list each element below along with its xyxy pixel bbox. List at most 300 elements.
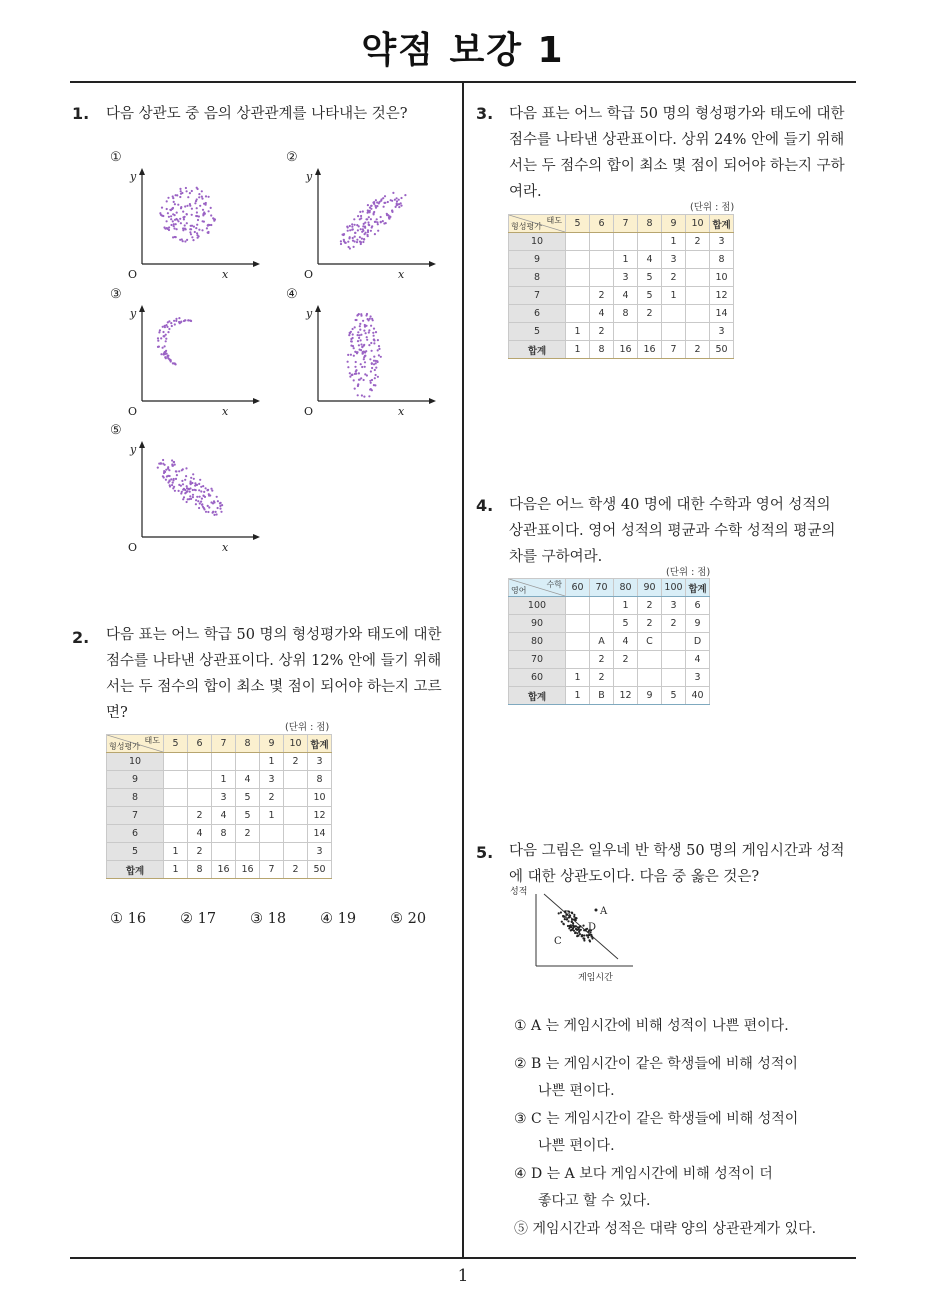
- scatter-point: [196, 232, 198, 234]
- table-cell: 2: [260, 789, 284, 807]
- table-cell: [566, 633, 590, 651]
- scatter-point: [205, 202, 207, 204]
- table-cell: [566, 615, 590, 633]
- x-axis-label: x: [398, 268, 405, 279]
- scatter-point: [170, 360, 172, 362]
- total-cell: 2: [284, 861, 308, 879]
- choice-line: 나쁜 편이다.: [538, 1138, 615, 1154]
- scatter-point: [176, 194, 178, 196]
- scatter-point: [359, 218, 361, 220]
- scatter-point: [361, 394, 363, 396]
- table-cell: [590, 251, 614, 269]
- option-3[interactable]: ③ 18: [250, 911, 287, 927]
- table-cell: [566, 251, 590, 269]
- table-cell: 4: [614, 287, 638, 305]
- scatter-point: [371, 225, 373, 227]
- scatter-point: [201, 503, 203, 505]
- scatter-point: [187, 498, 189, 500]
- total-cell: 7: [662, 341, 686, 359]
- scatter-point: [173, 461, 175, 463]
- table-cell: [590, 615, 614, 633]
- scatter-point: [168, 216, 170, 218]
- scatter-point: [192, 239, 194, 241]
- scatter-point: [363, 238, 365, 240]
- scatter-point: [359, 349, 361, 351]
- scatter-point: [357, 229, 359, 231]
- column-header: 6: [590, 215, 614, 233]
- plot-label: ②: [286, 150, 298, 165]
- option-4[interactable]: ④ 19: [320, 911, 357, 927]
- q2-line: 점수를 나타낸 상관표이다. 상위 12% 안에 들기 위해: [106, 653, 442, 669]
- scatter-point: [184, 205, 186, 207]
- q4-table-wrap: [508, 578, 710, 705]
- scatter-point: [182, 483, 184, 485]
- scatter-point: [201, 190, 203, 192]
- q2-line: 다음 표는 어느 학급 50 명의 형성평가와 태도에 대한: [106, 627, 442, 643]
- scatter-point: [576, 932, 578, 934]
- choice-1[interactable]: [514, 1015, 789, 1037]
- table-row: [509, 251, 734, 269]
- scatter-point: [359, 211, 361, 213]
- scatter-point: [395, 206, 397, 208]
- scatter-point: [182, 240, 184, 242]
- table-cell: 1: [566, 669, 590, 687]
- scatter-point: [172, 195, 174, 197]
- scatter-point: [375, 374, 377, 376]
- table-cell: [686, 287, 710, 305]
- column-divider: [462, 82, 464, 1258]
- table-cell: 12: [710, 287, 734, 305]
- corner-row-label: 형성평가: [511, 222, 542, 231]
- scatter-point: [340, 240, 342, 242]
- scatter-point: [355, 373, 357, 375]
- scatter-point: [364, 326, 366, 328]
- scatter-point: [354, 224, 356, 226]
- scatter-point: [171, 325, 173, 327]
- scatter-point: [192, 489, 194, 491]
- scatter-point: [369, 358, 371, 360]
- scatter-point: [369, 380, 371, 382]
- scatter-point: [389, 216, 391, 218]
- table-cell: [614, 323, 638, 341]
- table-cell: 2: [236, 825, 260, 843]
- scatter-point: [186, 239, 188, 241]
- table-cell: 3: [614, 269, 638, 287]
- scatter-point: [175, 363, 177, 365]
- total-row: [509, 341, 734, 359]
- q3-line: 여라.: [509, 184, 542, 200]
- scatter-point: [373, 202, 375, 204]
- scatter-point: [173, 320, 175, 322]
- scatter-point: [178, 490, 180, 492]
- scatter-point: [184, 479, 186, 481]
- table-cell: 1: [566, 323, 590, 341]
- table-cell: A: [590, 633, 614, 651]
- scatter-point: [359, 241, 361, 243]
- scatter-point: [343, 239, 345, 241]
- scatter-point: [362, 241, 364, 243]
- scatter-point: [198, 483, 200, 485]
- choice-line: ④ D 는 A 보다 게임시간에 비해 성적이 더: [514, 1166, 773, 1182]
- table-row: [107, 771, 332, 789]
- scatter-point: [391, 200, 393, 202]
- scatter-point: [573, 918, 575, 920]
- scatter-point: [195, 499, 197, 501]
- row-header: 100: [509, 597, 566, 615]
- scatter-point: [377, 230, 379, 232]
- table-cell: 3: [662, 251, 686, 269]
- scatter-point: [352, 328, 354, 330]
- q5-text: [509, 838, 861, 890]
- y-arrow: [139, 168, 145, 175]
- table-cell: [662, 305, 686, 323]
- choice-5[interactable]: [514, 1218, 859, 1240]
- scatter-point: [175, 478, 177, 480]
- scatter-point: [157, 337, 159, 339]
- y-axis-label: y: [306, 307, 313, 320]
- scatter-point: [160, 214, 162, 216]
- y-arrow: [315, 305, 321, 312]
- total-cell: 40: [686, 687, 710, 705]
- column-header: 70: [590, 579, 614, 597]
- total-label: 합계: [107, 861, 164, 879]
- scatter-point: [171, 465, 173, 467]
- scatter-point: [173, 201, 175, 203]
- scatter-point: [187, 196, 189, 198]
- table-row: [509, 597, 710, 615]
- q2-table-wrap: [106, 734, 332, 879]
- scatter-point: [179, 196, 181, 198]
- scatter-point: [193, 226, 195, 228]
- scatter-point: [367, 204, 369, 206]
- scatter-point: [357, 334, 359, 336]
- scatter-point: [210, 488, 212, 490]
- choice-line: ⑤ 게임시간과 성적은 대략 양의 상관관계가 있다.: [514, 1221, 817, 1237]
- scatter-point: [217, 507, 219, 509]
- table-cell: 10: [710, 269, 734, 287]
- scatter-point: [176, 212, 178, 214]
- q4-line: 차를 구하여라.: [509, 549, 603, 565]
- scatter-point: [387, 201, 389, 203]
- scatter-point: [165, 469, 167, 471]
- scatter-plot-vertical: [304, 301, 444, 416]
- option-2[interactable]: ② 17: [180, 911, 217, 927]
- option-1[interactable]: ① 16: [110, 911, 147, 927]
- scatter-point: [350, 354, 352, 356]
- scatter-point: [162, 463, 164, 465]
- scatter-point: [195, 215, 197, 217]
- scatter-point: [163, 472, 165, 474]
- scatter-point: [170, 478, 172, 480]
- scatter-point: [352, 333, 354, 335]
- scatter-point: [207, 224, 209, 226]
- row-header: 6: [509, 305, 566, 323]
- q1-number: 1.: [72, 104, 90, 123]
- scatter-point: [360, 377, 362, 379]
- scatter-point: [582, 925, 584, 927]
- table-cell: 1: [662, 287, 686, 305]
- scatter-points: [157, 459, 224, 516]
- scatter-point: [162, 459, 164, 461]
- q3-number: 3.: [476, 104, 494, 123]
- scatter-point: [351, 226, 353, 228]
- table-cell: 10: [308, 789, 332, 807]
- scatter-point: [174, 219, 176, 221]
- table-cell: [638, 669, 662, 687]
- q5-ylabel: 성적: [510, 887, 528, 897]
- table-cell: 14: [308, 825, 332, 843]
- scatter-point: [180, 190, 182, 192]
- table-cell: 12: [308, 807, 332, 825]
- scatter-point: [192, 473, 194, 475]
- total-cell: 5: [662, 687, 686, 705]
- table-cell: [260, 825, 284, 843]
- q4-unit: (단위 : 점): [666, 567, 711, 578]
- scatter-point: [186, 485, 188, 487]
- table-cell: 1: [614, 251, 638, 269]
- scatter-point: [205, 487, 207, 489]
- scatter-point: [354, 326, 356, 328]
- scatter-point: [208, 210, 210, 212]
- scatter-point: [578, 930, 580, 932]
- option-5[interactable]: ⑤ 20: [390, 911, 427, 927]
- scatter-point: [184, 492, 186, 494]
- table-cell: [566, 597, 590, 615]
- table-cell: 1: [614, 597, 638, 615]
- scatter-point: [207, 505, 209, 507]
- table-cell: 1: [212, 771, 236, 789]
- choice-line: ③ C 는 게임시간이 같은 학생들에 비해 성적이: [514, 1111, 799, 1127]
- scatter-point: [216, 513, 218, 515]
- scatter-point: [180, 485, 182, 487]
- table-cell: [566, 269, 590, 287]
- choice-line: 좋다고 할 수 있다.: [538, 1193, 651, 1209]
- scatter-point: [202, 220, 204, 222]
- total-cell: 8: [188, 861, 212, 879]
- scatter-point: [362, 228, 364, 230]
- scatter-point: [165, 479, 167, 481]
- table-cell: [662, 651, 686, 669]
- scatter-point: [369, 318, 371, 320]
- scatter-point: [165, 334, 167, 336]
- table-cell: [284, 843, 308, 861]
- table-cell: [284, 789, 308, 807]
- scatter-point: [180, 193, 182, 195]
- scatter-point: [357, 215, 359, 217]
- scatter-point: [365, 232, 367, 234]
- scatter-point: [575, 917, 577, 919]
- table-cell: 2: [590, 669, 614, 687]
- column-header: 8: [638, 215, 662, 233]
- table-cell: 4: [236, 771, 260, 789]
- scatter-point: [202, 213, 204, 215]
- scatter-point: [157, 467, 159, 469]
- scatter-point: [186, 501, 188, 503]
- scatter-point: [380, 198, 382, 200]
- table-cell: 1: [260, 807, 284, 825]
- scatter-point: [166, 353, 168, 355]
- scatter-point: [370, 218, 372, 220]
- total-cell: 16: [638, 341, 662, 359]
- scatter-point: [349, 225, 351, 227]
- scatter-point: [174, 214, 176, 216]
- table-row: [509, 633, 710, 651]
- origin-label: O: [128, 405, 138, 416]
- total-cell: 12: [614, 687, 638, 705]
- table-cell: [566, 287, 590, 305]
- scatter-point: [588, 934, 590, 936]
- scatter-point: [372, 319, 374, 321]
- scatter-point: [340, 243, 342, 245]
- scatter-point: [373, 356, 375, 358]
- scatter-point: [365, 314, 367, 316]
- scatter-point: [396, 200, 398, 202]
- column-header: 5: [566, 215, 590, 233]
- table-cell: 4: [638, 251, 662, 269]
- scatter-point: [184, 319, 186, 321]
- scatter-point: [386, 213, 388, 215]
- correlation-table: [508, 578, 710, 705]
- point-b-label: B: [564, 910, 572, 921]
- scatter-point: [189, 495, 191, 497]
- scatter-point: [208, 493, 210, 495]
- scatter-point: [203, 508, 205, 510]
- scatter-point: [364, 351, 366, 353]
- scatter-point: [380, 356, 382, 358]
- table-cell: 3: [212, 789, 236, 807]
- table-cell: [638, 233, 662, 251]
- scatter-point: [372, 332, 374, 334]
- table-cell: 8: [212, 825, 236, 843]
- scatter-point: [173, 225, 175, 227]
- scatter-point: [199, 502, 201, 504]
- column-header: 합계: [710, 215, 734, 233]
- column-header: 5: [164, 735, 188, 753]
- table-cell: [236, 843, 260, 861]
- column-header: 7: [614, 215, 638, 233]
- scatter-point: [210, 224, 212, 226]
- scatter-point: [573, 930, 575, 932]
- scatter-point: [167, 212, 169, 214]
- scatter-point: [175, 320, 177, 322]
- scatter-point: [368, 331, 370, 333]
- total-cell: 2: [686, 341, 710, 359]
- scatter-point: [172, 482, 174, 484]
- scatter-point: [166, 220, 168, 222]
- scatter-point: [349, 236, 351, 238]
- choice-3[interactable]: [514, 1108, 859, 1157]
- scatter-plot-crescent: [128, 301, 268, 416]
- scatter-points: [157, 317, 192, 366]
- scatter-point: [176, 474, 178, 476]
- scatter-point: [349, 372, 351, 374]
- scatter-point: [353, 246, 355, 248]
- scatter-point: [186, 205, 188, 207]
- table-cell: [284, 771, 308, 789]
- origin-label: O: [128, 268, 138, 279]
- table-cell: 5: [638, 269, 662, 287]
- scatter-point: [202, 485, 204, 487]
- scatter-point: [394, 199, 396, 201]
- scatter-point: [373, 328, 375, 330]
- scatter-point: [183, 216, 185, 218]
- q4-line: 상관표이다. 영어 성적의 평균과 수학 성적의 평균의: [509, 523, 836, 539]
- scatter-point: [375, 331, 377, 333]
- scatter-point: [354, 366, 356, 368]
- scatter-point: [370, 208, 372, 210]
- scatter-point: [175, 236, 177, 238]
- table-cell: 14: [710, 305, 734, 323]
- scatter-plot-negative: [128, 437, 268, 552]
- table-cell: 8: [614, 305, 638, 323]
- scatter-point: [167, 331, 169, 333]
- table-row: [509, 269, 734, 287]
- table-cell: [590, 269, 614, 287]
- scatter-point: [367, 229, 369, 231]
- scatter-point: [201, 196, 203, 198]
- column-header: 90: [638, 579, 662, 597]
- table-row: [509, 323, 734, 341]
- q4-number: 4.: [476, 496, 494, 515]
- column-header: 10: [686, 215, 710, 233]
- table-cell: [212, 753, 236, 771]
- scatter-point: [196, 187, 198, 189]
- scatter-point: [189, 231, 191, 233]
- scatter-point: [179, 239, 181, 241]
- scatter-point: [355, 361, 357, 363]
- table-cell: 3: [686, 669, 710, 687]
- scatter-point: [198, 489, 200, 491]
- total-cell: 9: [638, 687, 662, 705]
- scatter-point: [198, 229, 200, 231]
- corner-row-label: 형성평가: [109, 742, 140, 751]
- scatter-point: [201, 198, 203, 200]
- table-cell: [686, 251, 710, 269]
- choice-2[interactable]: [514, 1053, 859, 1102]
- scatter-point: [383, 202, 385, 204]
- y-arrow: [139, 441, 145, 448]
- row-header: 7: [509, 287, 566, 305]
- plot-label: ④: [286, 287, 298, 302]
- table-cell: [164, 789, 188, 807]
- scatter-point: [361, 346, 363, 348]
- scatter-point: [368, 216, 370, 218]
- row-header: 10: [509, 233, 566, 251]
- table-cell: [614, 669, 638, 687]
- table-cell: 4: [212, 807, 236, 825]
- table-cell: [590, 597, 614, 615]
- table-cell: 3: [260, 771, 284, 789]
- table-cell: [686, 305, 710, 323]
- scatter-point: [160, 463, 162, 465]
- scatter-point: [173, 223, 175, 225]
- scatter-point: [374, 233, 376, 235]
- scatter-point: [177, 204, 179, 206]
- scatter-plot-circle: [128, 164, 268, 279]
- scatter-point: [194, 202, 196, 204]
- scatter-point: [167, 466, 169, 468]
- table-cell: 4: [188, 825, 212, 843]
- total-cell: B: [590, 687, 614, 705]
- table-cell: 5: [236, 807, 260, 825]
- scatter-point: [163, 476, 165, 478]
- choice-4[interactable]: [514, 1163, 859, 1212]
- scatter-point: [384, 195, 386, 197]
- scatter-point: [191, 225, 193, 227]
- scatter-point: [373, 335, 375, 337]
- column-header: 80: [614, 579, 638, 597]
- scatter-point: [212, 511, 214, 513]
